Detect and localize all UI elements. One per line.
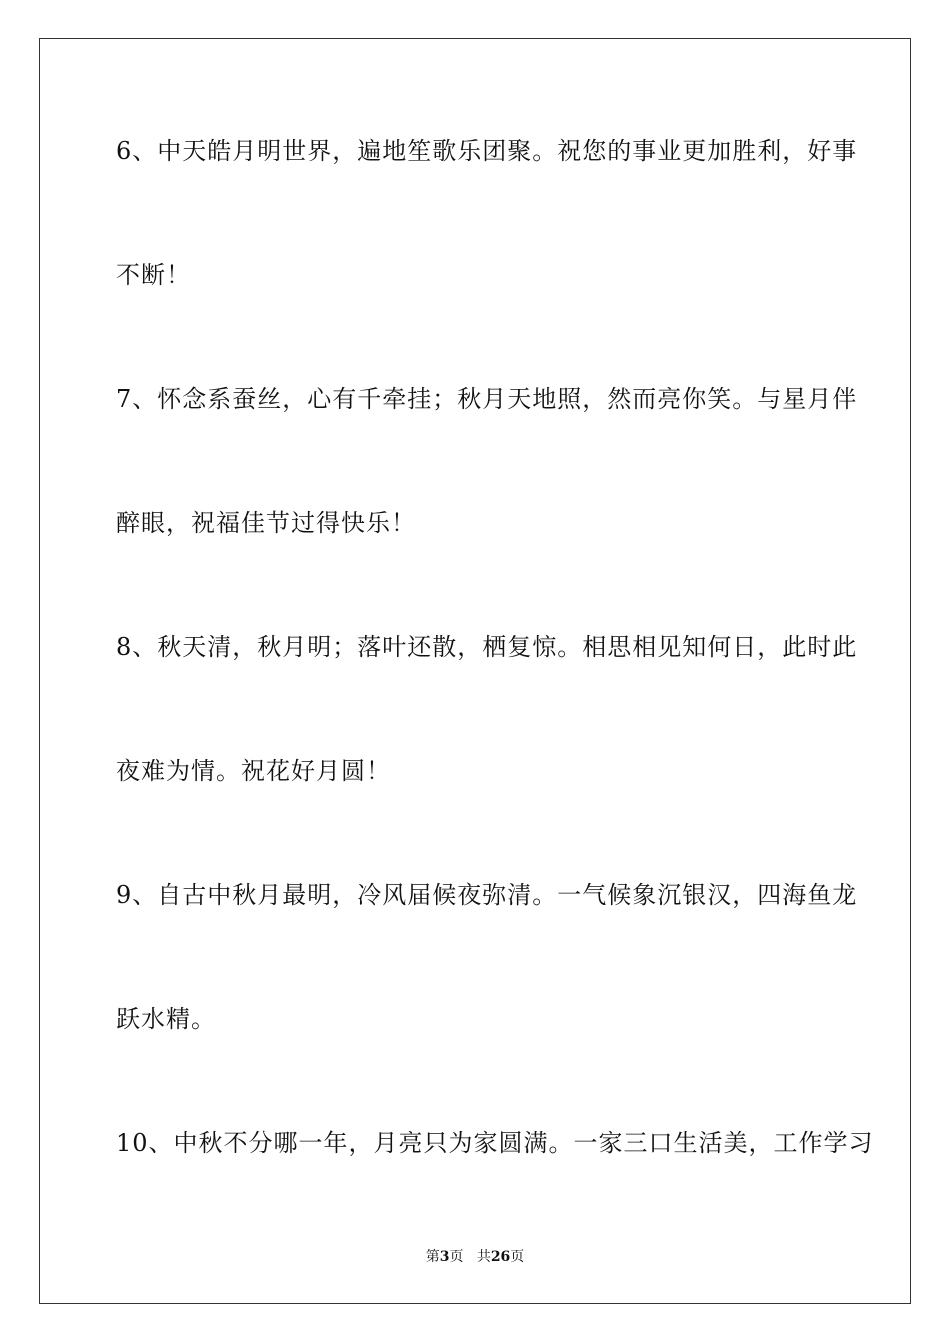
page-current: 3: [439, 1249, 450, 1265]
paragraph-line: 9、自古中秋月最明，冷风届候夜弥清。一气候象沉银汉，四海鱼龙: [116, 881, 858, 909]
paragraph-line: 10、中秋不分哪一年，月亮只为家圆满。一家三口生活美，工作学习: [116, 1129, 874, 1157]
page-total: 26: [490, 1249, 511, 1265]
paragraph-line: 不断！: [116, 261, 191, 289]
page-footer: [0, 1248, 950, 1266]
paragraph-line: 7、怀念系蚕丝，心有千牵挂；秋月天地照，然而亮你笑。与星月伴: [116, 385, 858, 413]
page-suffix: 页: [449, 1249, 464, 1265]
page-frame: [39, 38, 911, 1304]
paragraph-line: 跃水精。: [116, 1005, 216, 1033]
total-prefix: 共: [476, 1249, 491, 1265]
paragraph-line: 8、秋天清，秋月明；落叶还散，栖复惊。相思相见知何日，此时此: [116, 633, 858, 661]
paragraph-line: 醉眼，祝福佳节过得快乐！: [116, 509, 416, 537]
paragraph-line: 夜难为情。祝花好月圆！: [116, 757, 391, 785]
total-suffix: 页: [510, 1249, 525, 1265]
paragraph-line: 6、中天皓月明世界，遍地笙歌乐团聚。祝您的事业更加胜利，好事: [116, 137, 858, 165]
page-prefix: 第: [425, 1249, 440, 1265]
